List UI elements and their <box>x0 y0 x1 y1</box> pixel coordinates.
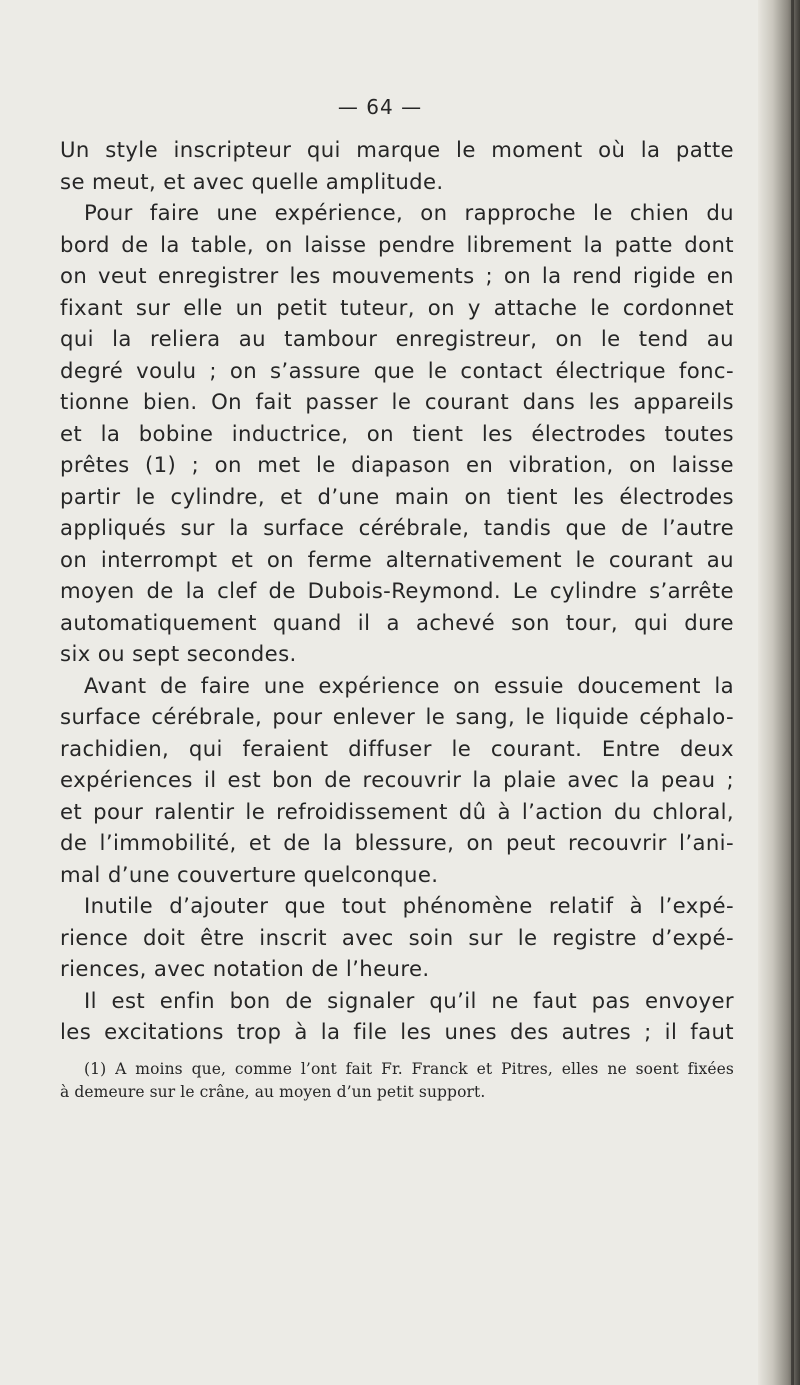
text-line: rience doit être inscrit avec soin sur le registre d’expé- <box>60 924 734 950</box>
text-line: mal d’une couverture quelconque. <box>60 861 439 887</box>
text-line: surface cérébrale, pour enlever le sang, le liquide céphalo- <box>60 704 734 729</box>
text-line: tionne bien. On fait passer le courant dans les appareils <box>60 389 734 414</box>
text-line: partir le cylindre, et d’une main on tient les électrodes <box>60 483 734 509</box>
text-line: Avant de faire une expérience on essuie doucement la <box>84 672 734 698</box>
text-line: les excitations trop à la file les unes des autres ; il faut <box>60 1019 734 1044</box>
body-text <box>60 134 734 1048</box>
text-line: Il est enfin bon de signaler qu’il ne faut pas envoyer <box>84 987 734 1013</box>
text-line: Pour faire une expérience, on rapproche le chien du <box>84 200 734 225</box>
text-line: six ou sept secondes. <box>60 641 297 666</box>
book-spine-shadow <box>758 0 800 1385</box>
text-line: bord de la table, on laisse pendre librement la patte dont <box>60 231 734 257</box>
text-line: qui la reliera au tambour enregistreur, on le tend au <box>60 326 734 351</box>
text-line: expériences il est bon de recouvrir la plaie avec la peau ; <box>60 767 734 792</box>
text-line: moyen de la clef de Dubois-Reymond. Le cylindre s’arrête <box>60 578 734 603</box>
text-line: on veut enregistrer les mouvements ; on la rend rigide en <box>60 263 734 288</box>
text-line: on interrompt et on ferme alternativement le courant au <box>60 546 734 572</box>
text-line: appliqués sur la surface cérébrale, tandis que de l’autre <box>60 515 734 540</box>
footnote-line: (1) A moins que, comme l’ont fait Fr. Franck et Pitres, elles ne soent fixées <box>84 1060 734 1078</box>
text-line: degré voulu ; on s’assure que le contact électrique fonc- <box>60 357 734 383</box>
text-line: se meut, et avec quelle amplitude. <box>60 168 444 194</box>
text-line: prêtes (1) ; on met le diapason en vibration, on laisse <box>60 452 734 477</box>
page-number: — 64 — <box>337 95 423 119</box>
text-line: automatiquement quand il a achevé son tour, qui dure <box>60 609 734 635</box>
text-line: rachidien, qui feraient diffuser le courant. Entre deux <box>60 735 734 761</box>
footnote <box>60 1058 734 1103</box>
text-line: de l’immobilité, et de la blessure, on peut recouvrir l’ani- <box>60 830 734 855</box>
footnote-line: à demeure sur le crâne, au moyen d’un petit support. <box>60 1082 486 1101</box>
text-line: Un style inscripteur qui marque le moment où la patte <box>60 137 734 162</box>
text-line: Inutile d’ajouter que tout phénomène relatif à l’expé- <box>84 893 734 918</box>
text-line: fixant sur elle un petit tuteur, on y attache le cordonnet <box>60 294 734 320</box>
text-line: et la bobine inductrice, on tient les électrodes toutes <box>60 420 734 446</box>
text-line: et pour ralentir le refroidissement dû à l’action du chloral, <box>60 798 734 824</box>
text-line: riences, avec notation de l’heure. <box>60 956 430 981</box>
